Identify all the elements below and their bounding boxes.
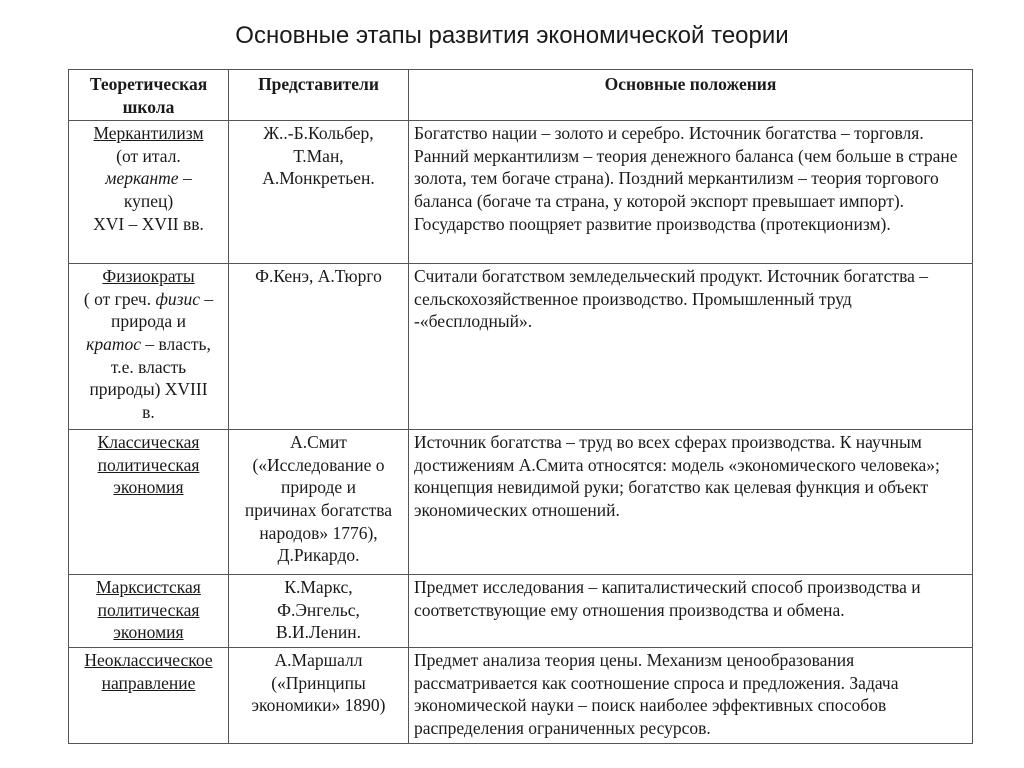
positions-cell: Богатство нации – золото и серебро. Источник богатства – торговля. Ранний меркантилизм – теория денежного баланса (чем больше в стране золота, тем богаче страна). Поздний меркантилизм – теория торгового баланса (богаче та страна, у которой экспорт превышает импорт). Государство поощряет развитие производства (протекционизм). (409, 121, 973, 264)
school-note: – (178, 168, 192, 189)
school-cell (69, 430, 229, 575)
school-name: Классическая (97, 432, 200, 453)
header-row (69, 70, 973, 121)
school-note-italic: физис (155, 288, 200, 309)
school-note: купец) (123, 190, 174, 211)
school-note (74, 167, 223, 190)
school-note: природы) XVIII (89, 379, 208, 400)
representative: В.И.Ленин. (275, 622, 362, 643)
school-name: направление (101, 672, 196, 693)
school-note: т.е. власть (110, 356, 187, 377)
table-row (69, 264, 973, 430)
school-cell (69, 121, 229, 264)
table-row (69, 648, 973, 744)
positions-cell: Предмет исследования – капиталистический способ производства и соответствующие ему отношения производства и обмена. (409, 575, 973, 648)
representative: экономики» 1890) (251, 695, 386, 716)
school-name: Неоклассическое (84, 650, 213, 671)
representatives-cell (229, 648, 409, 744)
positions-cell: Предмет анализа теория цены. Механизм ценообразования рассматривается как соотношение спроса и предложения. Задача экономической науки – поиск наиболее эффективных способов распределения ограниченных ресурсов. (409, 648, 973, 744)
representative: А.Маршалл (274, 650, 363, 671)
school-note (74, 333, 223, 356)
representatives-cell (229, 121, 409, 264)
representative: («Исследование о (252, 454, 385, 475)
representative: К.Маркс, (284, 577, 353, 598)
school-note-italic: мерканте (105, 168, 179, 189)
school-period: в. (142, 401, 155, 422)
representative: причинах богатства (244, 499, 393, 520)
positions-cell: Источник богатства – труд во всех сферах производства. К научным достижениям А.Смита относятся: модель «экономического человека»; концепция невидимой руки; богатство как целевая функция и объект экономических отношений. (409, 430, 973, 575)
representative: природе и (281, 477, 356, 498)
school-cell (69, 264, 229, 430)
table-row (69, 430, 973, 575)
school-note: природа и (111, 311, 186, 332)
school-name: политическая (97, 454, 200, 475)
school-note: – власть, (141, 333, 211, 354)
representatives-cell (229, 575, 409, 648)
representative: Ж..-Б.Кольбер, (263, 123, 374, 144)
school-name: Меркантилизм (93, 123, 204, 144)
page-title: Основные этапы развития экономической теории (235, 22, 789, 49)
representative: («Принципы (271, 672, 366, 693)
representative: А.Монкретьен. (262, 168, 375, 189)
school-note-italic: кратос (86, 333, 142, 354)
representative: Ф.Кенэ, А.Тюрго (255, 266, 382, 287)
economic-theory-table (68, 69, 973, 744)
school-name: политическая (97, 599, 200, 620)
header-representatives: Представители (229, 70, 409, 121)
representative: Д.Рикардо. (277, 545, 360, 566)
school-period: XVI – XVII вв. (93, 213, 204, 234)
school-name: экономия (113, 477, 184, 498)
table-row (69, 575, 973, 648)
school-note: – (199, 288, 214, 309)
representatives-cell (229, 264, 409, 430)
school-cell (69, 648, 229, 744)
school-name: экономия (113, 622, 184, 643)
school-name: Марксистская (96, 577, 201, 598)
school-note (74, 288, 223, 311)
representative: народов» 1776), (259, 522, 378, 543)
school-note: ( от греч. (83, 288, 156, 309)
school-cell (69, 575, 229, 648)
school-note: (от итал. (116, 145, 181, 166)
header-school: Теоретическая школа (69, 70, 229, 121)
positions-cell: Считали богатством земледельческий продукт. Источник богатства – сельскохозяйственное производство. Промышленный труд -«бесплодный». (409, 264, 973, 430)
representative: А.Смит (290, 432, 347, 453)
school-name: Физиократы (102, 266, 195, 287)
representative: Ф.Энгельс, (277, 599, 360, 620)
table-row (69, 121, 973, 264)
representative: Т.Ман, (293, 145, 344, 166)
header-positions: Основные положения (409, 70, 973, 121)
representatives-cell (229, 430, 409, 575)
